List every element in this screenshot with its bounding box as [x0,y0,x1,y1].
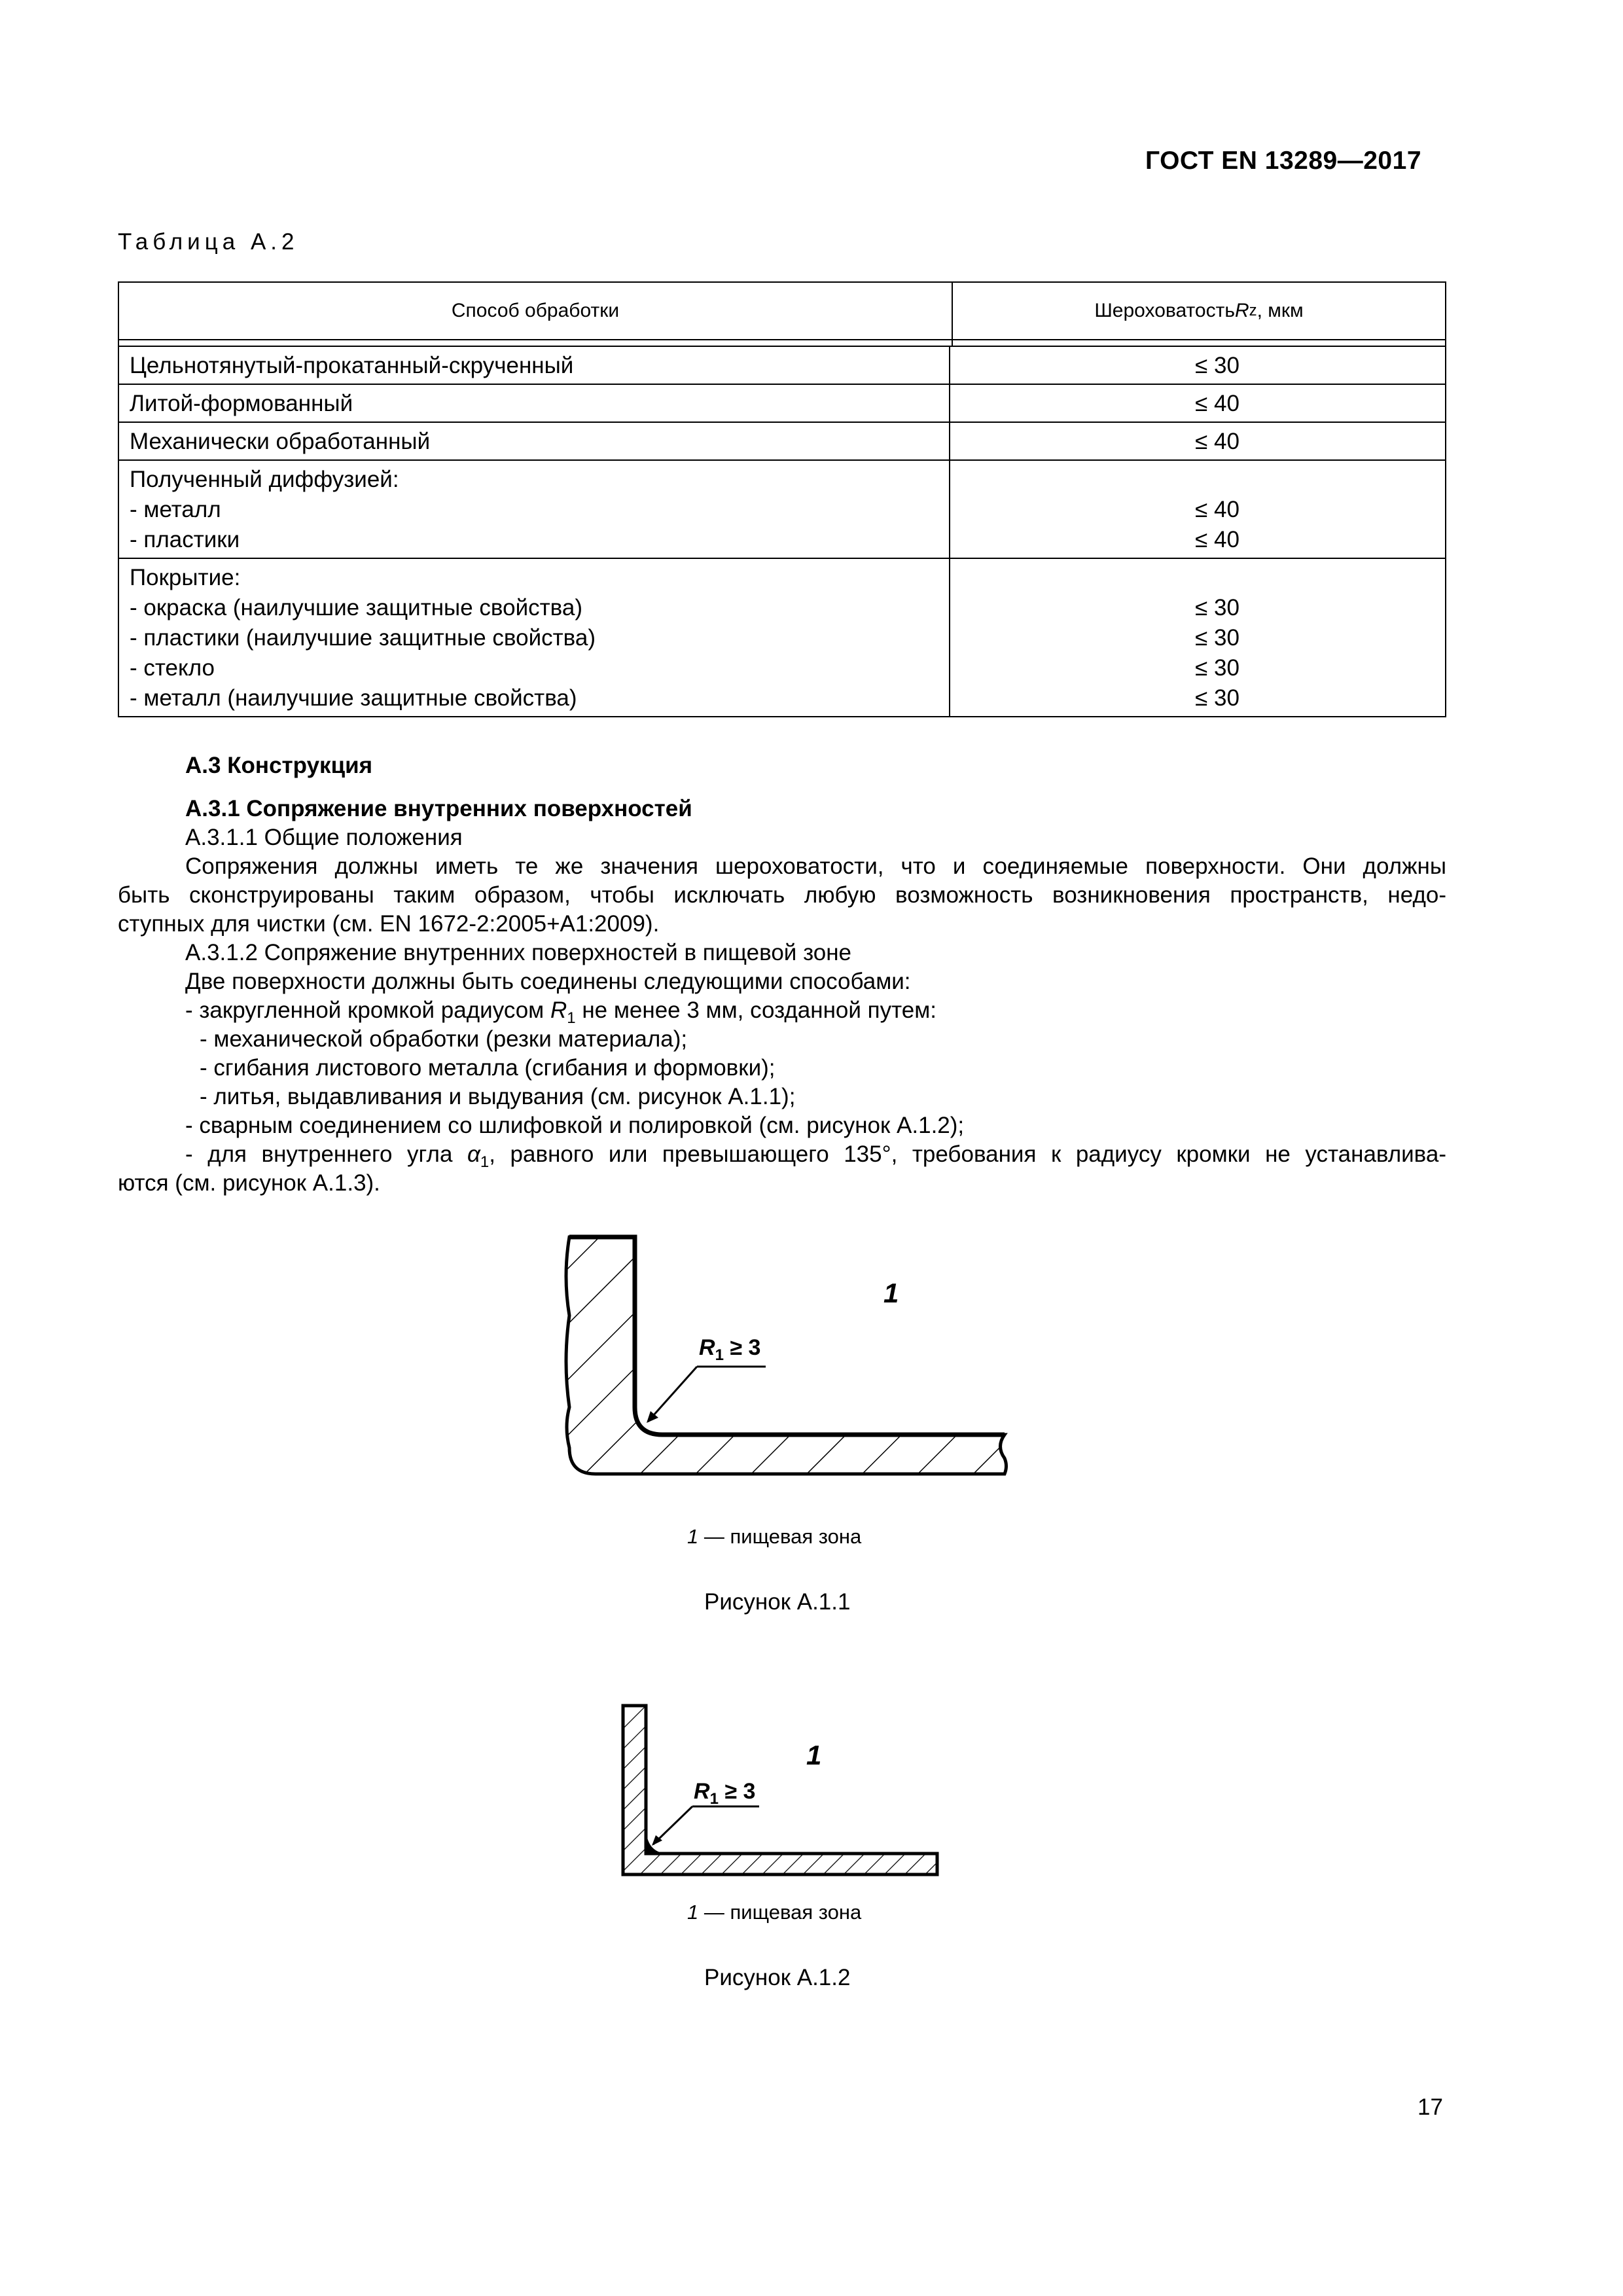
list-item: - закругленной кромкой радиусом $R_1$ не менее 3 мм, созданной путем: [185,997,936,1027]
roughness-table [118,281,1446,717]
paragraph-line: ступных для чистки (см. EN 1672-2:2005+A1:2009). [118,911,660,937]
paragraph-line: Две поверхности должны быть соединены следующими способами: [185,969,911,994]
table-row: Покрытие: - окраска (наилучшие защитные свойства) - пластики (наилучшие защитные свойства) - стекло - металл (наилучшие защитные свойства) ≤ 30 ≤ 30 ≤ 30 ≤ 30 [119,558,1445,716]
document-code: ГОСТ EN 13289—2017 [1145,147,1422,175]
figure-a12-dimension: $R_1 \ge 3$ [694,1779,756,1808]
list-subitem: - сгибания листового металла (сгибания и формовки); [200,1055,776,1081]
figure-a11-dimension: $R_1 \ge 3$ [699,1335,761,1364]
list-subitem: - литья, выдавливания и выдувания (см. рисунок А.1.1); [200,1084,796,1109]
table-row: Цельнотянутый-прокатанный-скрученный ≤ 30 [119,347,1445,384]
leader-line [648,1367,697,1422]
figure-a12-legend: 1 — пищевая зона [687,1901,862,1924]
figure-a11-caption: Рисунок А.1.1 [704,1589,851,1615]
header-processing-method: Способ обработки [119,283,953,339]
hatched-profile [566,1237,1007,1474]
figure-a11-legend: 1 — пищевая зона [687,1525,862,1548]
figure-a11-zone-number: 1 [883,1278,899,1308]
table-header-row [118,281,1446,340]
paragraph-line: Сопряжения должны иметь те же значения шероховатости, что и соединяемые поверхности. Они должны [185,853,1446,879]
paragraph-line: быть сконструированы таким образом, чтобы исключать любую возможность возникновения пространств, недо- [118,882,1446,908]
section-a311-heading: А.3.1.1 Общие положения [185,825,463,850]
section-a31-heading: А.3.1 Сопряжение внутренних поверхностей [185,796,692,821]
section-a312-heading: А.3.1.2 Сопряжение внутренних поверхностей в пищевой зоне [185,940,851,965]
list-item: - сварным соединением со шлифовкой и полировкой (см. рисунок А.1.2); [185,1113,965,1138]
list-item-continuation: ются (см. рисунок А.1.3). [118,1170,380,1196]
hatched-profile [623,1706,937,1874]
table-row: Полученный диффузией: - металл - пластики ≤ 40 ≤ 40 [119,459,1445,558]
header-separator [118,340,1446,346]
figure-a11-drawing [550,1230,1021,1492]
section-a3-heading: А.3 Конструкция [185,753,373,778]
header-roughness: Шероховатость R z , мкм [1094,300,1304,321]
page-number: 17 [1418,2094,1443,2120]
table-body [118,346,1446,717]
table-caption: Таблица А.2 [118,229,299,255]
food-zone-surface [569,1237,1005,1435]
table-row: Механически обработанный ≤ 40 [119,422,1445,459]
list-item: - для внутреннего угла $\alpha_1$, равного или превышающего 135°, требования к радиусу кромки не устанавлива- [185,1141,1446,1171]
figure-a12-caption: Рисунок А.1.2 [704,1965,851,1990]
list-subitem: - механической обработки (резки материала); [200,1026,688,1052]
figure-a12-drawing [615,1695,942,1892]
table-row: Литой-формованный ≤ 40 [119,384,1445,422]
figure-a12-zone-number: 1 [806,1740,822,1770]
